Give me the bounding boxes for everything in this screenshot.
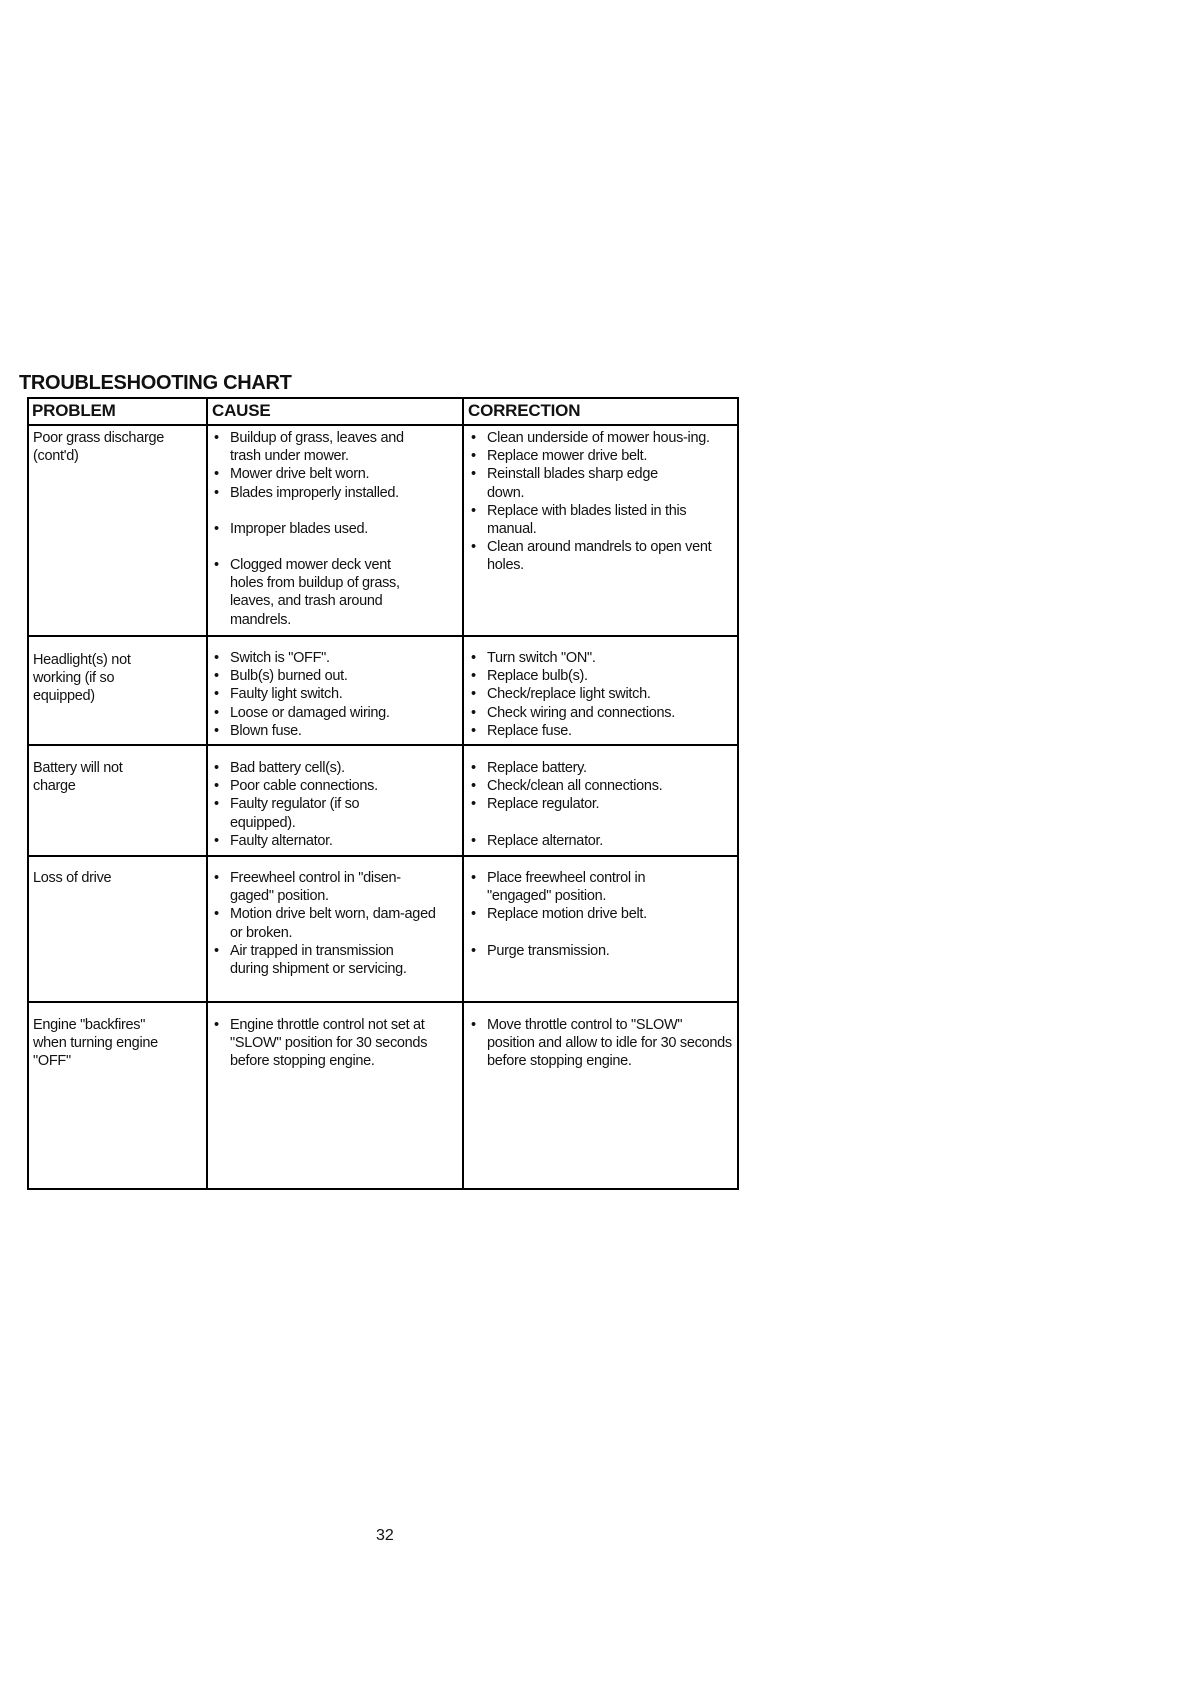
- cause-cell: [210, 869, 458, 978]
- cause-item: • Switch is "OFF".: [210, 649, 458, 667]
- correction-item: • Clean underside of mower hous-ing.: [467, 429, 719, 447]
- cause-cell: [210, 1016, 458, 1071]
- column-divider: [206, 399, 208, 1188]
- cause-item: • Buildup of grass, leaves and trash under mower.: [210, 429, 428, 465]
- cause-item: • Faulty regulator (if so equipped).: [210, 795, 400, 831]
- problem-cell: Battery will not charge: [33, 760, 123, 795]
- correction-item: • Replace motion drive belt.: [467, 905, 735, 923]
- column-divider: [462, 399, 464, 1188]
- correction-item: • Purge transmission.: [467, 942, 735, 960]
- cause-item: • Motion drive belt worn, dam-aged or broken.: [210, 905, 448, 941]
- problem-cell: Poor grass discharge (cont'd): [33, 430, 165, 465]
- correction-item: • Replace alternator.: [467, 832, 735, 850]
- correction-item: • Replace regulator.: [467, 795, 735, 813]
- correction-item: • Replace bulb(s).: [467, 667, 735, 685]
- correction-item: • Check/clean all connections.: [467, 777, 735, 795]
- cause-item: • Improper blades used.: [210, 520, 458, 538]
- troubleshooting-table: [27, 397, 739, 1190]
- header-divider: [29, 424, 737, 426]
- cause-item: • Bad battery cell(s).: [210, 759, 458, 777]
- correction-cell: [467, 649, 735, 740]
- correction-item: • Replace with blades listed in this manual.: [467, 502, 732, 538]
- cause-cell: [210, 759, 458, 850]
- cause-item: • Loose or damaged wiring.: [210, 704, 458, 722]
- chart-title: TROUBLESHOOTING CHART: [19, 372, 292, 394]
- correction-item: • Check wiring and connections.: [467, 704, 735, 722]
- cause-item: • Blown fuse.: [210, 722, 458, 740]
- correction-cell: [467, 869, 735, 960]
- header-problem: PROBLEM: [32, 401, 116, 420]
- page-number: 32: [376, 1527, 394, 1544]
- cause-item: • Engine throttle control not set at "SLOW" position for 30 seconds before stopping engine.: [210, 1016, 445, 1071]
- header-correction: CORRECTION: [468, 401, 581, 420]
- correction-cell: [467, 429, 735, 575]
- cause-item: • Bulb(s) burned out.: [210, 667, 458, 685]
- cause-item: • Mower drive belt worn.: [210, 465, 458, 483]
- cause-item: • Air trapped in transmission during shipment or servicing.: [210, 942, 430, 978]
- cause-item: • Poor cable connections.: [210, 777, 458, 795]
- cause-item: • Faulty light switch.: [210, 685, 458, 703]
- correction-item: • Turn switch "ON".: [467, 649, 735, 667]
- correction-item: • Clean around mandrels to open vent holes.: [467, 538, 727, 574]
- correction-item: • Replace fuse.: [467, 722, 735, 740]
- row-divider: [29, 744, 737, 746]
- correction-item: • Reinstall blades sharp edge down.: [467, 465, 692, 501]
- problem-cell: Engine "backfires" when turning engine "OFF": [33, 1017, 158, 1070]
- correction-cell: [467, 759, 735, 850]
- correction-item: • Check/replace light switch.: [467, 685, 735, 703]
- row-divider: [29, 855, 737, 857]
- problem-cell: Headlight(s) not working (if so equipped): [33, 652, 131, 705]
- correction-item: • Place freewheel control in "engaged" position.: [467, 869, 687, 905]
- correction-item: • Move throttle control to "SLOW" position and allow to idle for 30 seconds before stopping engine.: [467, 1016, 732, 1071]
- correction-item: • Replace battery.: [467, 759, 735, 777]
- cause-item: • Freewheel control in "disen-gaged" position.: [210, 869, 440, 905]
- problem-cell: Loss of drive: [33, 870, 112, 886]
- correction-cell: [467, 1016, 735, 1071]
- cause-cell: [210, 649, 458, 740]
- row-divider: [29, 635, 737, 637]
- cause-item: • Clogged mower deck vent holes from buildup of grass, leaves, and trash around mandrels.: [210, 556, 405, 629]
- header-cause: CAUSE: [212, 401, 271, 420]
- cause-item: • Faulty alternator.: [210, 832, 458, 850]
- correction-item: • Replace mower drive belt.: [467, 447, 735, 465]
- cause-item: • Blades improperly installed.: [210, 484, 458, 502]
- cause-cell: [210, 429, 458, 629]
- row-divider: [29, 1001, 737, 1003]
